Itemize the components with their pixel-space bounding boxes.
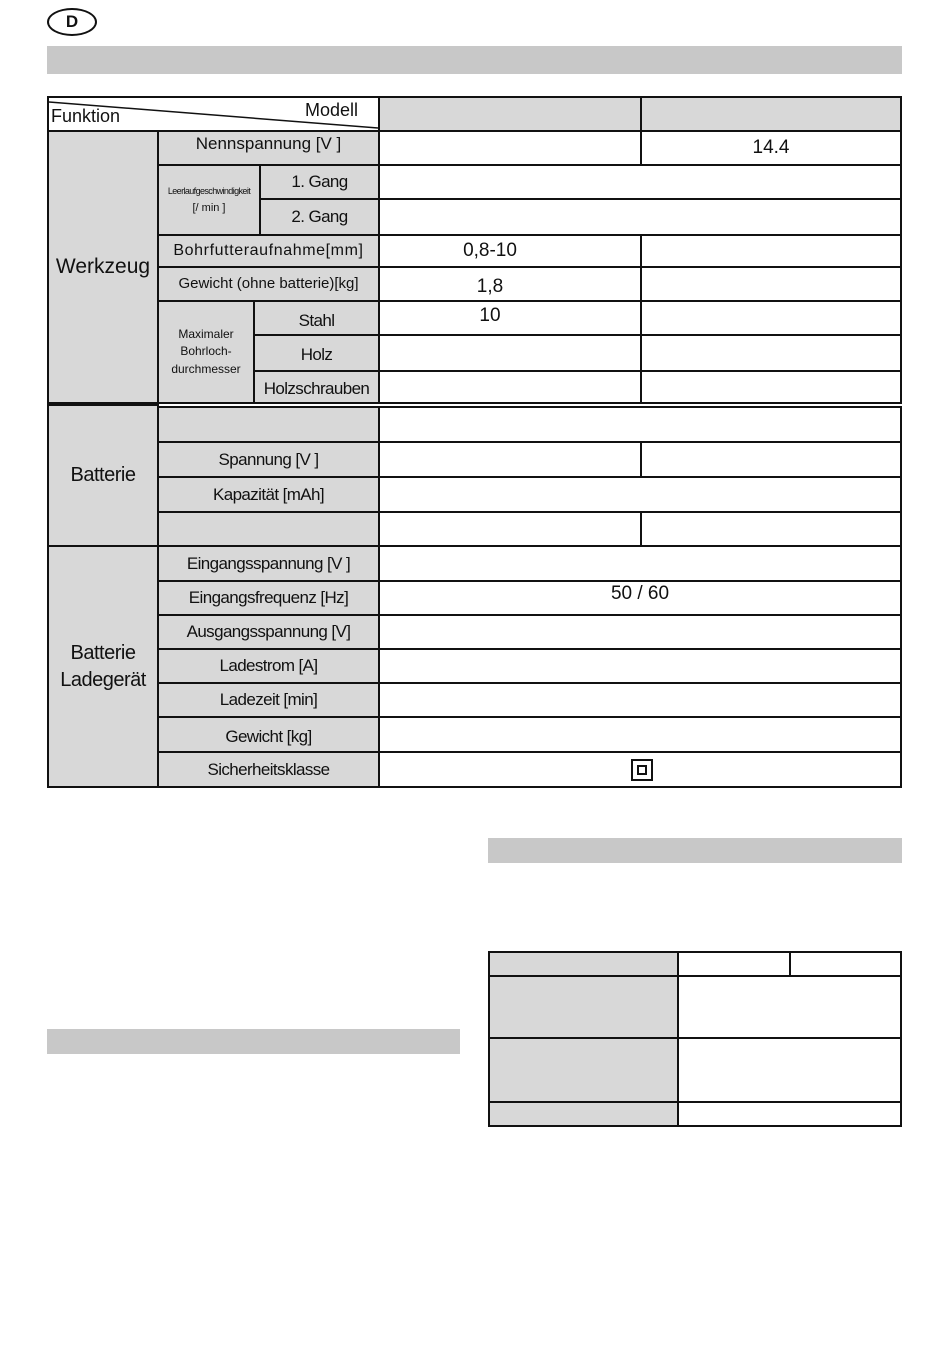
small-table-header-col-a <box>677 951 791 977</box>
header-model-col-a <box>378 96 642 132</box>
value-gear2 <box>378 198 902 236</box>
value-battery-capacity <box>378 476 902 513</box>
value-wood-screws-a <box>378 370 642 404</box>
row-charger-weight-label: Gewicht [kg] <box>157 716 380 753</box>
section-header-bar-right <box>488 838 902 863</box>
small-table-row1-value <box>677 975 902 1039</box>
no-load-speed-text: Leerlaufgeschwindigkeit <box>167 185 251 196</box>
section-header-bar-left <box>47 1029 460 1054</box>
value-weight-tool-b <box>640 266 902 302</box>
value-wood-screws-b <box>640 370 902 404</box>
small-table-header-col-b <box>789 951 902 977</box>
row-wood-label: Holz <box>253 334 380 372</box>
max-drill-line3: durchmesser <box>171 361 241 376</box>
value-input-voltage <box>378 545 902 582</box>
row-output-voltage-label: Ausgangsspannung [V] <box>157 614 380 650</box>
value-gear1 <box>378 164 902 200</box>
value-battery-extra-a <box>378 511 642 547</box>
row-battery-type-label <box>157 406 380 443</box>
row-weight-tool-label: Gewicht (ohne batterie)[kg] <box>157 266 380 302</box>
value-safety-class <box>378 751 902 788</box>
row-gear2-label: 2. Gang <box>259 198 380 236</box>
value-charge-current <box>378 648 902 684</box>
no-load-speed-unit: [/ min ] <box>192 201 226 214</box>
value-wood-b <box>640 334 902 372</box>
small-table-row2-label <box>488 1037 679 1103</box>
row-nominal-voltage-label: Nennspannung [V ] <box>157 130 380 166</box>
small-table <box>488 951 902 1127</box>
header-function-label: Funktion <box>51 106 121 126</box>
double-insulation-icon <box>631 759 653 781</box>
row-input-voltage-label: Eingangsspannung [V ] <box>157 545 380 582</box>
row-input-frequency-label: Eingangsfrequenz [Hz] <box>157 580 380 616</box>
row-wood-screws-label: Holzschrauben <box>253 370 380 404</box>
value-chuck-b <box>640 234 902 268</box>
value-steel-a: 10 <box>378 300 642 336</box>
row-battery-capacity-label: Kapazität [mAh] <box>157 476 380 513</box>
header-model-col-b <box>640 96 902 132</box>
value-chuck-a: 0,8-10 <box>378 234 642 268</box>
value-battery-voltage-b <box>640 441 902 478</box>
value-battery-voltage-a <box>378 441 642 478</box>
small-table-header-label <box>488 951 679 977</box>
section-battery-label: Batterie <box>47 404 159 547</box>
value-output-voltage <box>378 614 902 650</box>
row-max-drill-label <box>157 300 255 404</box>
section-charger-label <box>47 545 159 788</box>
small-table-row3-value <box>677 1101 902 1127</box>
row-steel-label: Stahl <box>253 300 380 336</box>
value-nominal-voltage-a <box>378 130 642 166</box>
value-input-frequency: 50 / 60 <box>378 580 902 616</box>
section-tool-label: Werkzeug <box>47 130 159 404</box>
value-charger-weight <box>378 716 902 753</box>
value-wood-a <box>378 334 642 372</box>
value-weight-tool-a: 1,8 <box>378 266 642 302</box>
max-drill-line2: Bohrloch- <box>180 344 232 359</box>
row-battery-voltage-label: Spannung [V ] <box>157 441 380 478</box>
row-charge-current-label: Ladestrom [A] <box>157 648 380 684</box>
row-gear1-label: 1. Gang <box>259 164 380 200</box>
value-charge-time <box>378 682 902 718</box>
value-battery-type <box>378 406 902 443</box>
header-model-label: Modell <box>305 100 359 120</box>
small-table-row1-label <box>488 975 679 1039</box>
language-badge: D <box>47 8 97 36</box>
max-drill-line1: Maximaler <box>178 326 234 341</box>
row-no-load-speed-label <box>157 164 261 236</box>
section-charger-line2: Ladegerät <box>60 668 146 691</box>
value-battery-extra-b <box>640 511 902 547</box>
small-table-row3-label <box>488 1101 679 1127</box>
value-nominal-voltage-b: 14.4 <box>640 130 902 166</box>
section-charger-line1: Batterie <box>70 641 136 664</box>
row-battery-extra-label <box>157 511 380 547</box>
row-charge-time-label: Ladezeit [min] <box>157 682 380 718</box>
value-steel-b <box>640 300 902 336</box>
small-table-row2-value <box>677 1037 902 1103</box>
row-safety-class-label: Sicherheitsklasse <box>157 751 380 788</box>
row-chuck-label: Bohrfutteraufnahme[mm] <box>157 234 380 268</box>
